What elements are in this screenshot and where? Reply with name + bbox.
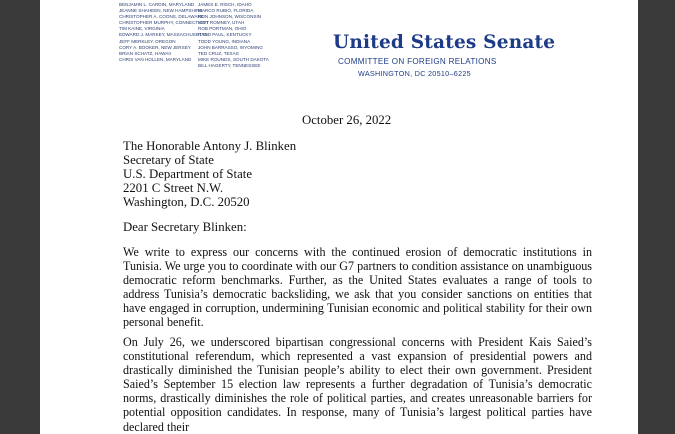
- member-name: BENJAMIN L. CARDIN, MARYLAND: [119, 2, 195, 7]
- member-name: CHRISTOPHER MURPHY, CONNECTICUT: [119, 20, 209, 26]
- member-name: MARCO RUBIO, FLORIDA: [198, 8, 254, 14]
- member-name: CHRIS VAN HOLLEN, MARYLAND: [119, 56, 192, 62]
- member-name: RON JOHNSON, WISCONSIN: [198, 14, 262, 20]
- member-name: JAMES E. RISCH, IDAHO: [198, 2, 252, 7]
- recipient-line: Secretary of State: [123, 153, 214, 168]
- committee-address: WASHINGTON, DC 20510–6225: [358, 69, 471, 78]
- member-name: JEFF MERKLEY, OREGON: [119, 38, 176, 44]
- committee-name: COMMITTEE ON FOREIGN RELATIONS: [338, 57, 497, 66]
- member-name: TED CRUZ, TEXAS: [198, 50, 239, 56]
- member-name: MIKE ROUNDS, SOUTH DAKOTA: [198, 56, 269, 62]
- member-name: ROB PORTMAN, OHIO: [198, 26, 247, 32]
- member-name: JEANNE SHAHEEN, NEW HAMPSHIRE: [119, 8, 203, 14]
- body-paragraph-1: We write to express our concerns with the continued erosion of democratic institutions in Tunisia. We urge you to coordinate with our G7 partners to condition assistance on unambiguous democratic reform benchmarks. Further, as the United States evaluates a range of tools to address Tunisia’s democratic backsliding, we ask that you consider sanctions on entities that have engaged in corruption, undermining Tunisian economic and political stability for their own personal benefit.: [123, 245, 592, 330]
- body-paragraph-2: On July 26, we underscored bipartisan congressional concerns with President Kais Saied’s constitutional referendum, which represented a vast expansion of presidential powers and drastically diminished the Tunisian people’s ability to elect their own government. President Saied’s September 15 election law represents a further degradation of Tunisia’s democratic norms, drastically diminishes the role of political parties, and creates unreasonable barriers for potential opposition candidates. In response, many of Tunisia’s largest political parties have declared their: [123, 335, 592, 434]
- member-name: TODD YOUNG, INDIANA: [198, 38, 251, 44]
- letter-date: October 26, 2022: [302, 113, 392, 127]
- recipient-block: [123, 139, 296, 209]
- member-name: EDWARD J. MARKEY, MASSACHUSETTS: [119, 32, 208, 38]
- letter-page: [40, 0, 638, 434]
- recipient-line: U.S. Department of State: [123, 167, 253, 182]
- senate-title: United States Senate: [333, 32, 556, 53]
- member-name: BILL HAGERTY, TENNESSEE: [198, 62, 261, 68]
- member-name: CORY A. BOOKER, NEW JERSEY: [119, 44, 191, 50]
- recipient-line: Washington, D.C. 20520: [123, 195, 250, 210]
- member-name: CHRISTOPHER A. COONS, DELAWARE: [119, 14, 204, 20]
- member-name: MITT ROMNEY, UTAH: [198, 20, 245, 26]
- members-list-left: [119, 2, 209, 63]
- salutation: Dear Secretary Blinken:: [123, 220, 247, 234]
- member-name: JOHN BARRASSO, WYOMING: [198, 44, 263, 50]
- recipient-line: The Honorable Antony J. Blinken: [123, 139, 297, 153]
- member-name: RAND PAUL, KENTUCKY: [198, 32, 252, 38]
- member-name: TIM KAINE, VIRGINIA: [119, 26, 165, 32]
- recipient-line: 2201 C Street N.W.: [123, 181, 224, 196]
- members-list-right: [198, 2, 269, 69]
- member-name: BRIAN SCHATZ, HAWAII: [119, 50, 171, 56]
